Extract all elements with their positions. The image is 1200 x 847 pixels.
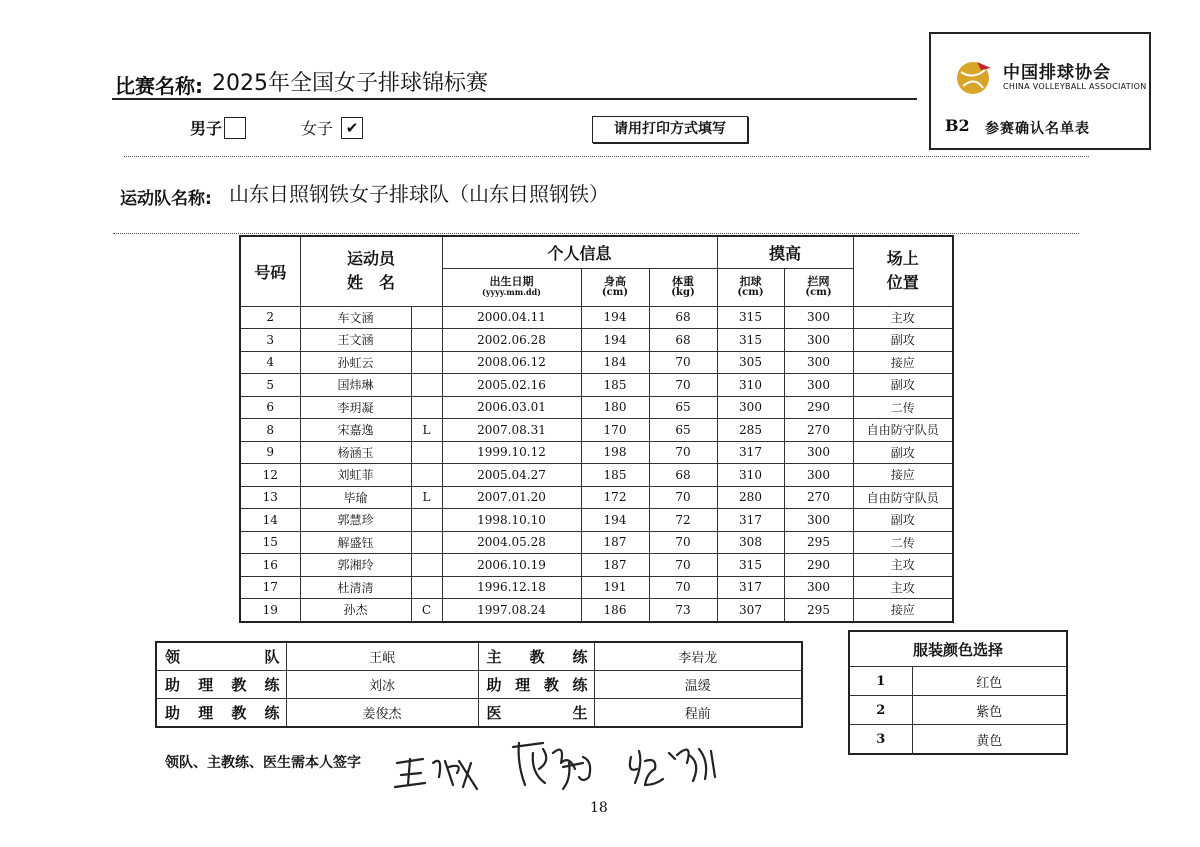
men-label: 男子 <box>190 119 223 138</box>
cell-birth: 2006.03.01 <box>442 396 581 419</box>
cell-number: 9 <box>240 441 300 464</box>
header-block <box>784 268 853 306</box>
staff-doctor-name: 程前 <box>594 699 802 728</box>
table-row <box>240 599 953 622</box>
cell-flag: L <box>411 486 442 509</box>
role-char: 练 <box>572 676 588 694</box>
cell-spike: 315 <box>717 306 784 329</box>
cell-position: 主攻 <box>853 306 953 329</box>
cell-position: 自由防守队员 <box>853 419 953 442</box>
staff-table <box>155 641 803 728</box>
header-number: 号码 <box>240 236 300 306</box>
cell-position: 副攻 <box>853 374 953 397</box>
competition-label: 比赛名称: <box>115 74 203 98</box>
cell-weight: 65 <box>649 419 717 442</box>
cell-weight: 68 <box>649 464 717 487</box>
staff-role <box>156 671 286 699</box>
cell-weight: 70 <box>649 554 717 577</box>
cell-number: 12 <box>240 464 300 487</box>
cell-spike: 285 <box>717 419 784 442</box>
header-spike-unit: (cm) <box>737 287 764 298</box>
staff-leader-name: 王岷 <box>286 642 478 671</box>
staff-role <box>478 671 594 699</box>
color-option-row <box>849 667 1067 696</box>
role-char: 生 <box>572 704 588 722</box>
header-reach: 摸高 <box>717 236 853 268</box>
header-position <box>853 236 953 306</box>
color-option-name: 紫色 <box>912 696 1067 725</box>
header-spike <box>717 268 784 306</box>
header-athlete-line1: 运动员 <box>346 249 395 269</box>
header-weight-unit: (kg) <box>671 287 695 298</box>
cell-height: 180 <box>581 396 649 419</box>
cell-weight: 65 <box>649 396 717 419</box>
role-char: 理 <box>198 704 214 722</box>
team-name: 山东日照钢铁女子排球队（山东日照钢铁） <box>229 182 609 206</box>
print-instruction-box: 请用打印方式填写 <box>592 116 748 143</box>
cell-block: 270 <box>784 486 853 509</box>
cell-name: 李玥凝 <box>300 396 411 419</box>
table-row <box>240 419 953 442</box>
staff-role <box>156 699 286 728</box>
women-checkbox[interactable]: ✔ <box>341 117 363 139</box>
table-row <box>240 486 953 509</box>
cell-spike: 317 <box>717 576 784 599</box>
cell-name: 毕瑜 <box>300 486 411 509</box>
cell-flag <box>411 509 442 532</box>
header-block-label: 拦网 <box>807 275 830 288</box>
cell-spike: 280 <box>717 486 784 509</box>
header-athlete <box>300 236 442 306</box>
roster-table <box>239 235 954 623</box>
cell-block: 270 <box>784 419 853 442</box>
cell-height: 185 <box>581 464 649 487</box>
cell-spike: 307 <box>717 599 784 622</box>
role-char: 理 <box>198 676 214 694</box>
color-option-row <box>849 725 1067 755</box>
cell-height: 198 <box>581 441 649 464</box>
cell-weight: 70 <box>649 374 717 397</box>
cell-flag <box>411 329 442 352</box>
role-char: 教 <box>529 648 545 666</box>
cell-block: 295 <box>784 531 853 554</box>
cell-spike: 317 <box>717 509 784 532</box>
cell-birth: 2007.08.31 <box>442 419 581 442</box>
table-row <box>240 351 953 374</box>
staff-assistant-coach-name: 温缓 <box>594 671 802 699</box>
cell-name: 孙杰 <box>300 599 411 622</box>
cell-number: 14 <box>240 509 300 532</box>
role-char: 理 <box>515 676 531 694</box>
color-option-number: 3 <box>849 725 912 755</box>
cell-flag: L <box>411 419 442 442</box>
role-char: 医 <box>486 704 502 722</box>
table-row <box>240 531 953 554</box>
uniform-color-title: 服装颜色选择 <box>849 631 1067 667</box>
cell-number: 4 <box>240 351 300 374</box>
cell-name: 刘虹菲 <box>300 464 411 487</box>
staff-role <box>478 699 594 728</box>
table-row <box>240 441 953 464</box>
role-char: 教 <box>231 676 247 694</box>
cell-name: 车文涵 <box>300 306 411 329</box>
cell-birth: 2004.05.28 <box>442 531 581 554</box>
cell-number: 15 <box>240 531 300 554</box>
cell-birth: 1998.10.10 <box>442 509 581 532</box>
cell-weight: 70 <box>649 576 717 599</box>
cell-height: 172 <box>581 486 649 509</box>
header-height-label: 身高 <box>604 275 626 288</box>
cell-position: 副攻 <box>853 441 953 464</box>
cell-birth: 2006.10.19 <box>442 554 581 577</box>
header-position-line2: 位置 <box>886 273 919 293</box>
cell-height: 184 <box>581 351 649 374</box>
header-athlete-line2: 姓 名 <box>346 273 395 293</box>
cell-weight: 70 <box>649 531 717 554</box>
cell-height: 170 <box>581 419 649 442</box>
cell-block: 300 <box>784 509 853 532</box>
form-title: 参赛确认名单表 <box>985 121 1090 137</box>
cell-number: 16 <box>240 554 300 577</box>
cell-name: 王文涵 <box>300 329 411 352</box>
gender-men-option[interactable] <box>190 116 246 139</box>
staff-row <box>156 671 802 699</box>
header-height-unit: (cm) <box>601 287 629 298</box>
color-option-number: 2 <box>849 696 912 725</box>
cell-number: 2 <box>240 306 300 329</box>
cell-weight: 70 <box>649 486 717 509</box>
staff-role <box>156 642 286 671</box>
cell-height: 194 <box>581 329 649 352</box>
cell-flag <box>411 576 442 599</box>
form-code: B2 <box>945 116 970 135</box>
cell-name: 解盛钰 <box>300 531 411 554</box>
cell-spike: 300 <box>717 396 784 419</box>
gender-women-option[interactable] <box>301 116 363 139</box>
table-row <box>240 509 953 532</box>
cell-position: 主攻 <box>853 576 953 599</box>
staff-assistant-coach-name: 姜俊杰 <box>286 699 478 728</box>
cell-block: 300 <box>784 576 853 599</box>
header-spike-label: 扣球 <box>739 275 762 288</box>
cell-flag <box>411 351 442 374</box>
cell-number: 5 <box>240 374 300 397</box>
cell-birth: 2007.01.20 <box>442 486 581 509</box>
cell-name: 宋嘉逸 <box>300 419 411 442</box>
cell-spike: 305 <box>717 351 784 374</box>
cell-birth: 2002.06.28 <box>442 329 581 352</box>
cell-number: 17 <box>240 576 300 599</box>
header-position-line1: 场上 <box>886 249 919 269</box>
cell-block: 290 <box>784 396 853 419</box>
cell-block: 290 <box>784 554 853 577</box>
cell-block: 300 <box>784 374 853 397</box>
handwritten-signatures <box>393 733 723 793</box>
header-block-unit: (cm) <box>805 287 832 298</box>
cell-weight: 70 <box>649 441 717 464</box>
role-char: 领 <box>165 648 181 666</box>
cell-birth: 2008.06.12 <box>442 351 581 374</box>
staff-assistant-coach-name: 刘冰 <box>286 671 478 699</box>
role-char: 队 <box>264 648 280 666</box>
dotted-divider <box>124 156 1089 157</box>
cell-weight: 68 <box>649 329 717 352</box>
staff-role <box>478 642 594 671</box>
cell-name: 国炜琳 <box>300 374 411 397</box>
cell-birth: 1999.10.12 <box>442 441 581 464</box>
cell-birth: 1997.08.24 <box>442 599 581 622</box>
cell-birth: 2005.02.16 <box>442 374 581 397</box>
cell-birth: 1996.12.18 <box>442 576 581 599</box>
cell-position: 接应 <box>853 599 953 622</box>
color-option-name: 红色 <box>912 667 1067 696</box>
org-name-en: CHINA VOLLEYBALL ASSOCIATION <box>1003 82 1147 91</box>
cell-flag <box>411 531 442 554</box>
cell-name: 杜清清 <box>300 576 411 599</box>
cell-number: 6 <box>240 396 300 419</box>
cell-spike: 308 <box>717 531 784 554</box>
table-row <box>240 576 953 599</box>
role-char: 教 <box>543 676 559 694</box>
cell-position: 二传 <box>853 531 953 554</box>
cell-number: 8 <box>240 419 300 442</box>
cell-name: 杨涵玉 <box>300 441 411 464</box>
cell-name: 郭慧珍 <box>300 509 411 532</box>
cell-flag <box>411 441 442 464</box>
cell-spike: 310 <box>717 464 784 487</box>
cell-height: 186 <box>581 599 649 622</box>
competition-name: 2025年全国女子排球锦标赛 <box>212 71 488 96</box>
color-option-name: 黄色 <box>912 725 1067 755</box>
header-weight-label: 体重 <box>672 275 694 288</box>
cell-position: 接应 <box>853 351 953 374</box>
cell-weight: 68 <box>649 306 717 329</box>
cell-height: 185 <box>581 374 649 397</box>
cell-spike: 315 <box>717 554 784 577</box>
signature-note: 领队、主教练、医生需本人签字 <box>165 755 361 771</box>
table-row <box>240 329 953 352</box>
cell-height: 191 <box>581 576 649 599</box>
role-char: 助 <box>486 676 502 694</box>
cell-birth: 2000.04.11 <box>442 306 581 329</box>
table-row <box>240 554 953 577</box>
cell-spike: 317 <box>717 441 784 464</box>
cell-weight: 73 <box>649 599 717 622</box>
cell-block: 300 <box>784 351 853 374</box>
role-char: 教 <box>231 704 247 722</box>
staff-row <box>156 642 802 671</box>
cell-position: 主攻 <box>853 554 953 577</box>
header-height <box>581 268 649 306</box>
org-name-cn: 中国排球协会 <box>1003 63 1111 83</box>
competition-underline <box>112 98 917 100</box>
cell-position: 自由防守队员 <box>853 486 953 509</box>
role-char: 练 <box>264 704 280 722</box>
table-row <box>240 464 953 487</box>
header-birth-label: 出生日期 <box>489 275 534 288</box>
cell-birth: 2005.04.27 <box>442 464 581 487</box>
color-option-number: 1 <box>849 667 912 696</box>
cell-position: 接应 <box>853 464 953 487</box>
cell-name: 郭湘玲 <box>300 554 411 577</box>
cell-flag <box>411 374 442 397</box>
role-char: 练 <box>572 648 588 666</box>
cell-height: 187 <box>581 554 649 577</box>
cell-flag <box>411 554 442 577</box>
cell-block: 300 <box>784 306 853 329</box>
cell-number: 13 <box>240 486 300 509</box>
role-char: 练 <box>264 676 280 694</box>
dotted-divider <box>113 233 1079 234</box>
role-char: 助 <box>165 704 181 722</box>
cell-block: 295 <box>784 599 853 622</box>
cell-height: 187 <box>581 531 649 554</box>
women-label: 女子 <box>301 119 334 138</box>
team-label: 运动队名称: <box>120 189 212 209</box>
cell-number: 19 <box>240 599 300 622</box>
cell-height: 194 <box>581 306 649 329</box>
cell-name: 孙虹云 <box>300 351 411 374</box>
header-birth-unit: (yyyy.mm.dd) <box>482 287 541 297</box>
page-number: 18 <box>590 800 608 816</box>
cell-height: 194 <box>581 509 649 532</box>
cell-flag <box>411 306 442 329</box>
header-birth <box>442 268 581 306</box>
cell-weight: 72 <box>649 509 717 532</box>
cell-block: 300 <box>784 329 853 352</box>
volleyball-logo-icon <box>953 58 993 98</box>
form-logo-box <box>929 32 1151 150</box>
cell-flag: C <box>411 599 442 622</box>
cell-position: 二传 <box>853 396 953 419</box>
men-checkbox[interactable] <box>224 117 246 139</box>
cell-weight: 70 <box>649 351 717 374</box>
table-row <box>240 396 953 419</box>
staff-head-coach-name: 李岩龙 <box>594 642 802 671</box>
cell-block: 300 <box>784 464 853 487</box>
cell-flag <box>411 464 442 487</box>
cell-spike: 310 <box>717 374 784 397</box>
role-char: 主 <box>486 648 502 666</box>
header-weight <box>649 268 717 306</box>
cell-block: 300 <box>784 441 853 464</box>
cell-position: 副攻 <box>853 329 953 352</box>
table-row <box>240 306 953 329</box>
cell-flag <box>411 396 442 419</box>
cell-position: 副攻 <box>853 509 953 532</box>
color-option-row <box>849 696 1067 725</box>
cell-spike: 315 <box>717 329 784 352</box>
table-row <box>240 374 953 397</box>
cell-number: 3 <box>240 329 300 352</box>
staff-row <box>156 699 802 728</box>
role-char: 助 <box>165 676 181 694</box>
uniform-color-table <box>848 630 1068 755</box>
header-personal-info: 个人信息 <box>442 236 717 268</box>
